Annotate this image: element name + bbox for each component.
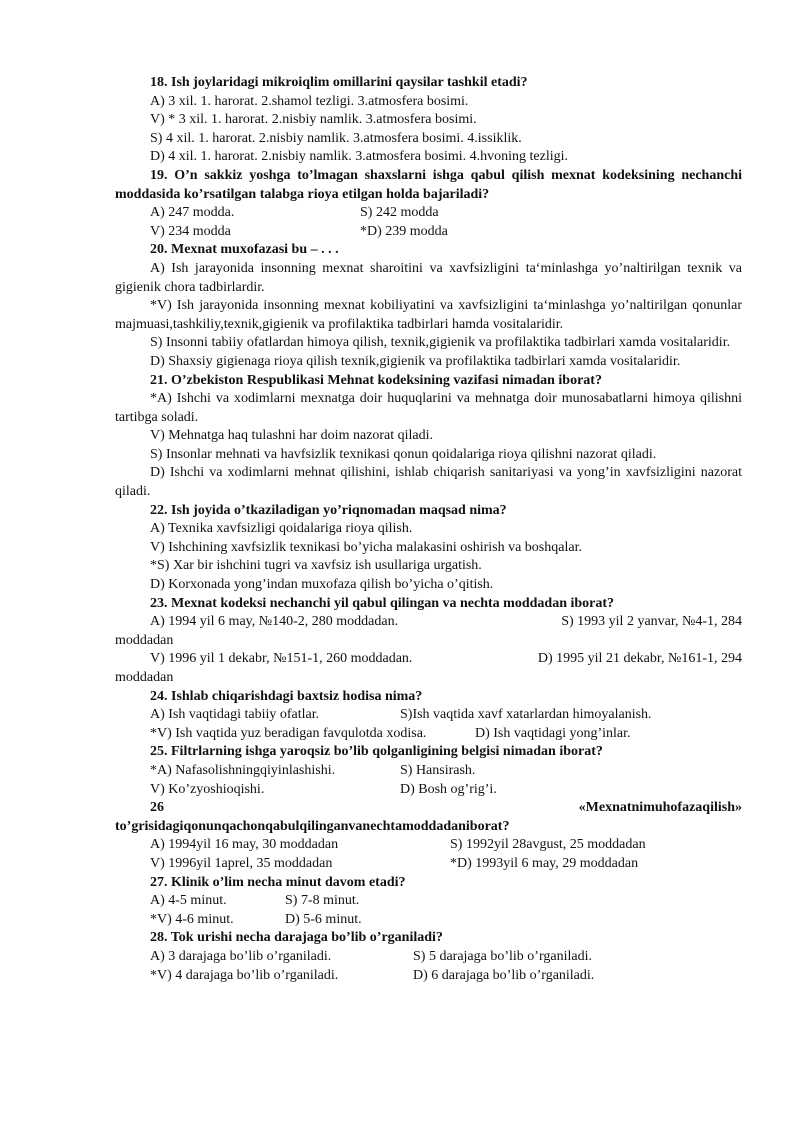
options-row xyxy=(115,892,742,911)
option-b: V) Mehnatga haq tulashni har doim nazorat qiladi. xyxy=(150,428,434,444)
option-d: D) Korxonada yong’indan muxofaza qilish bo’yicha o’qitish. xyxy=(150,577,494,593)
question-title: 28. Tok urishi necha darajaga bo’lib o’rganiladi? xyxy=(150,930,443,946)
question-title: 24. Ishlab chiqarishdagi baxtsiz hodisa nima? xyxy=(150,688,423,704)
option-a: A) 3 darajaga bo’lib o’rganiladi. xyxy=(150,948,332,964)
option-a: A) Ish vaqtidagi tabiiy ofatlar. xyxy=(150,707,320,723)
option-d-continued: moddadan xyxy=(115,670,174,685)
question-title: 22. Ish joyida o’tkaziladigan yo’riqnomadan maqsad nima? xyxy=(150,502,507,518)
option-b: *V) Ish vaqtida yuz beradigan favqulotda xodisa. xyxy=(150,725,427,741)
question-27 xyxy=(115,874,742,930)
option-c: S) 1992yil 28avgust, 25 moddadan xyxy=(450,837,646,853)
options-row xyxy=(115,706,742,725)
question-24 xyxy=(115,688,742,744)
option-a: A) 1994 yil 6 may, №140-2, 280 moddadan. xyxy=(150,614,399,630)
options-row xyxy=(115,762,742,781)
question-title-continued: to’grisidagiqonunqachonqabulqilinganvanechtamoddadaniborat? xyxy=(115,818,510,834)
option-b: V) Ko’zyoshioqishi. xyxy=(150,781,265,797)
option-d: D) Bosh og’rig’i. xyxy=(400,781,497,797)
option-b: V) Ishchining xavfsizlik texnikasi bo’yicha malakasini oshirish va boshqalar. xyxy=(150,539,582,555)
question-20 xyxy=(115,241,742,371)
option-d: *D) 1993yil 6 may, 29 moddadan xyxy=(450,855,639,871)
option-d: D) 5-6 minut. xyxy=(285,911,362,927)
options-row xyxy=(115,650,742,669)
question-28 xyxy=(115,929,742,985)
option-a: A) 3 xil. 1. harorat. 2.shamol tezligi. 3.atmosfera bosimi. xyxy=(150,93,469,109)
option-c: S) 4 xil. 1. harorat. 2.nisbiy namlik. 3.atmosfera bosimi. 4.issiklik. xyxy=(150,130,522,146)
question-19 xyxy=(115,167,742,241)
question-26 xyxy=(115,799,742,873)
question-title: 20. Mexnat muxofazasi bu – . . . xyxy=(150,242,339,258)
options-row xyxy=(115,948,742,967)
option-b: *V) 4 darajaga bo’lib o’rganiladi. xyxy=(150,967,339,983)
question-23 xyxy=(115,595,742,688)
option-a: A) 4-5 minut. xyxy=(150,893,227,909)
options-row xyxy=(115,725,742,744)
option-d: D) Shaxsiy gigienaga rioya qilish texnik,gigienik va profilaktika tadbirlari xamda vositalaridir. xyxy=(150,353,681,369)
question-title-right: «Mexnatnimuhofazaqilish» xyxy=(578,800,742,816)
question-title: 27. Klinik o’lim necha minut davom etadi? xyxy=(150,874,406,890)
option-a: *A) Ishchi va xodimlarni mexnatga doir huquqlarini va mehnatga doir munosabatlarni himoya qilishni tartibga soladi. xyxy=(115,391,742,425)
option-d: D) Ish vaqtidagi yong’inlar. xyxy=(475,725,631,741)
options-row xyxy=(115,911,742,930)
option-c: S) 242 modda xyxy=(360,205,439,221)
options-row xyxy=(115,613,742,632)
options-row xyxy=(115,855,742,874)
option-d: D) 6 darajaga bo’lib o’rganiladi. xyxy=(413,967,595,983)
options-row xyxy=(115,223,742,242)
question-number: 26 xyxy=(150,800,164,816)
options-row xyxy=(115,781,742,800)
question-title: 25. Filtrlarning ishga yaroqsiz bo’lib qolganligining belgisi nimadan iborat? xyxy=(150,744,603,760)
option-d: D) 1995 yil 21 dekabr, №161-1, 294 xyxy=(537,651,742,667)
option-c: S) 1993 yil 2 yanvar, №4-1, 284 xyxy=(561,614,742,630)
option-a: *A) Nafasolishningqiyinlashishi. xyxy=(150,762,336,778)
option-c: S) 7-8 minut. xyxy=(285,893,360,909)
option-c-continued: moddadan xyxy=(115,632,174,648)
option-b: V) * 3 xil. 1. harorat. 2.nisbiy namlik. 3.atmosfera bosimi. xyxy=(150,112,477,128)
question-title xyxy=(115,799,742,818)
option-c: S) Insonlar mehnati va havfsizlik texnikasi qonun qoidalariga rioya qilishni nazorat qiladi. xyxy=(150,446,657,462)
option-c: S)Ish vaqtida xavf xatarlardan himoyalanish. xyxy=(400,707,652,723)
document-page xyxy=(115,74,742,985)
option-d: *D) 239 modda xyxy=(360,223,448,239)
option-d: D) 4 xil. 1. harorat. 2.nisbiy namlik. 3.atmosfera bosimi. 4.hvoning tezligi. xyxy=(150,149,568,165)
option-c: S) 5 darajaga bo’lib o’rganiladi. xyxy=(413,948,592,964)
question-title: 23. Mexnat kodeksi nechanchi yil qabul qilingan va nechta moddadan iborat? xyxy=(150,595,615,611)
option-a: A) Ish jarayonida insonning mexnat sharoitini va xavfsizligini ta‘minlashga yo’naltirilgan texnik va gigienik chora tadbirlardir. xyxy=(115,260,742,295)
option-b: *V) 4-6 minut. xyxy=(150,911,234,927)
options-row xyxy=(115,836,742,855)
option-b: V) 1996yil 1aprel, 35 moddadan xyxy=(150,855,333,871)
option-b: V) 234 modda xyxy=(150,223,231,239)
option-b: *V) Ish jarayonida insonning mexnat kobiliyatini va xavfsizligini ta‘minlashga yo’naltirilgan qonunlar majmuasi,tashkiliy,texnik,gigienik va profilaktika tadbirlari hamda vositalaridir. xyxy=(115,298,742,332)
question-title: 19. O’n sakkiz yoshga to’lmagan shaxslarni ishga qabul qilish mexnat kodeksining nechanchi moddasida ko’rsatilgan talabga rioya etilgan holda bajariladi? xyxy=(115,167,742,202)
question-title: 18. Ish joylaridagi mikroiqlim omillarini qaysilar tashkil etadi? xyxy=(150,75,528,90)
options-row xyxy=(115,967,742,986)
question-25 xyxy=(115,743,742,799)
option-c: S) Insonni tabiiy ofatlardan himoya qilish, texnik,gigienik va profilaktika tadbirlari xamda vositalaridir. xyxy=(150,335,731,351)
options-row xyxy=(115,204,742,223)
option-b: V) 1996 yil 1 dekabr, №151-1, 260 moddadan. xyxy=(150,651,413,667)
option-c: S) Hansirash. xyxy=(400,762,476,778)
question-22 xyxy=(115,502,742,595)
option-a: A) 1994yil 16 may, 30 moddadan xyxy=(150,837,339,853)
option-d: D) Ishchi va xodimlarni mehnat qilishini, ishlab chiqarish sanitariyasi va yong’in xavfsizligini nazorat qiladi. xyxy=(115,465,742,500)
option-a: A) 247 modda. xyxy=(150,205,235,221)
option-c: *S) Xar bir ishchini tugri va xavfsiz ish usullariga urgatish. xyxy=(150,558,482,574)
question-21 xyxy=(115,372,742,502)
question-18 xyxy=(115,74,742,167)
question-title: 21. O’zbekiston Respublikasi Mehnat kodeksining vazifasi nimadan iborat? xyxy=(150,372,602,388)
option-a: A) Texnika xavfsizligi qoidalariga rioya qilish. xyxy=(150,521,413,537)
